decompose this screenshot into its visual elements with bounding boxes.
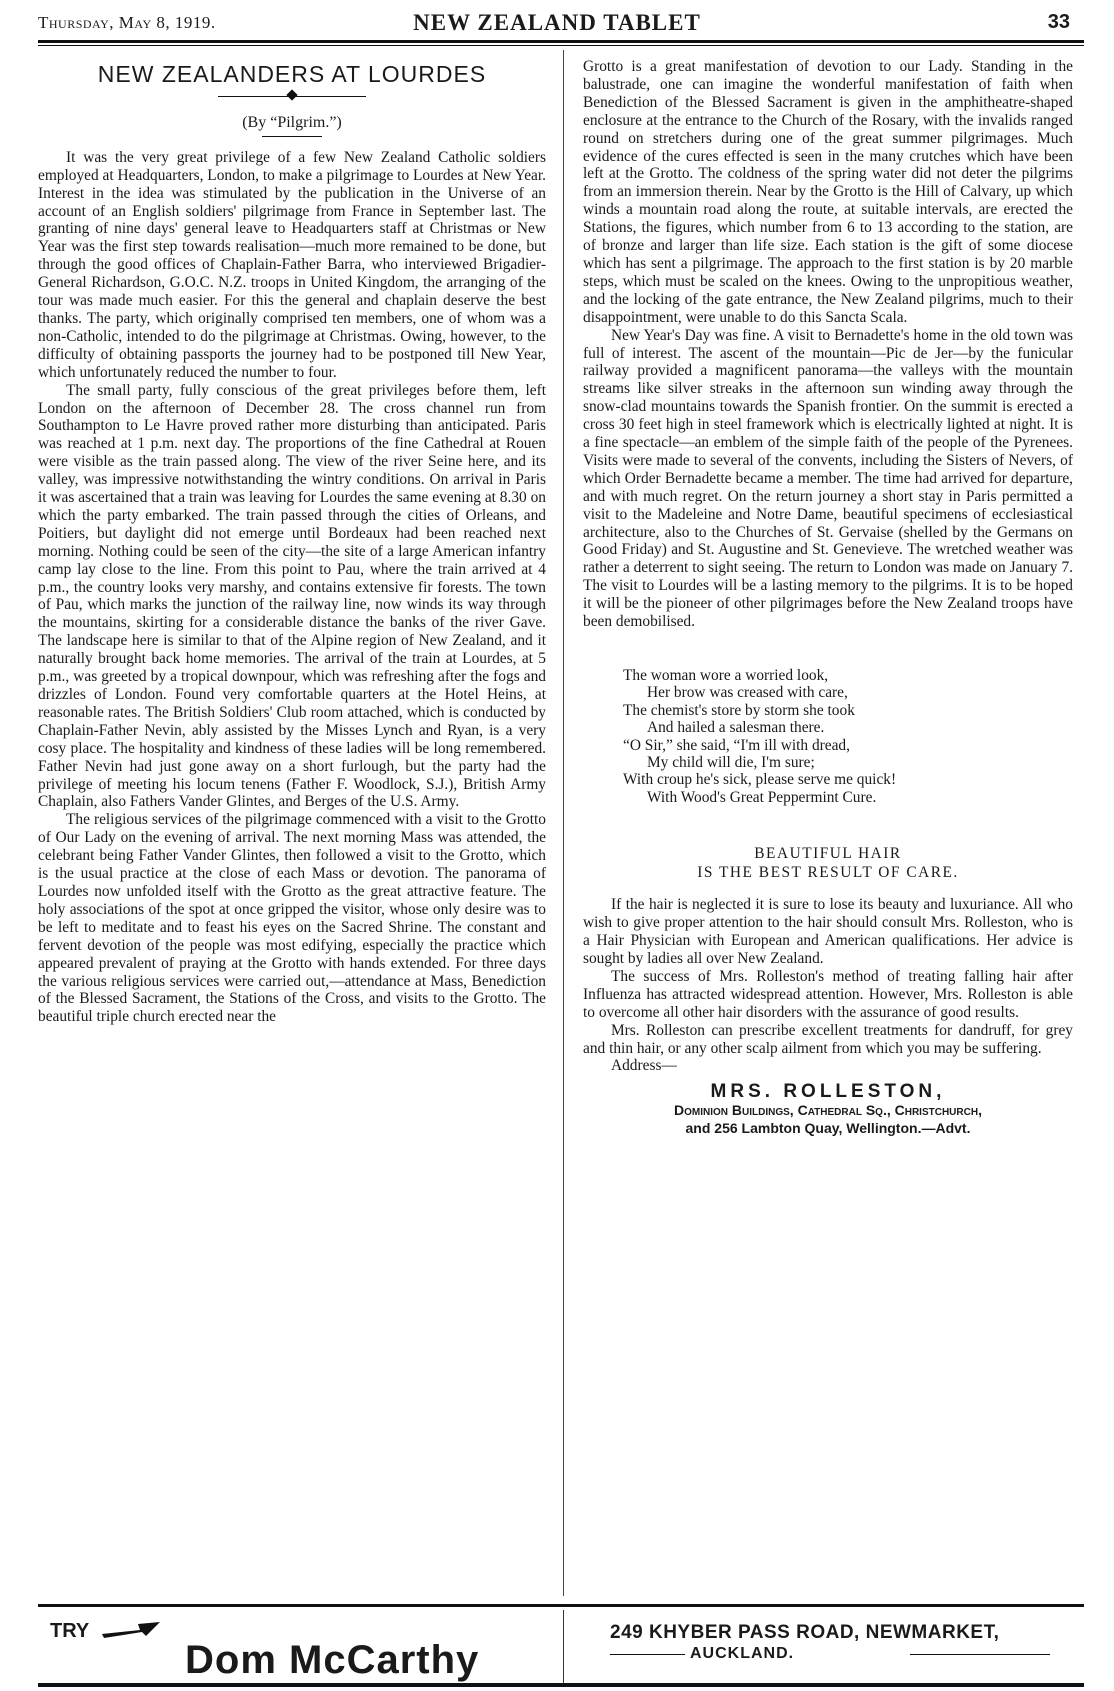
- page-header: [38, 10, 1076, 38]
- poem-line: My child will die, I'm sure;: [647, 754, 815, 772]
- article-title: NEW ZEALANDERS AT LOURDES: [97, 61, 487, 87]
- header-rule-thin: [38, 45, 1084, 46]
- right-column: [583, 58, 1073, 1137]
- footer-try-label: TRY: [50, 1620, 90, 1642]
- diamond-ornament-icon: [286, 89, 297, 100]
- article-paragraph: The religious services of the pilgrimage commenced with a visit to the Grotto of Our Lady on the evening of arrival. The next morning Mass was attended, the celebrant being Father Vander Glintes, then followed a visit to the Grotto, which is the usual practice at the close of each Mass or devotion. The panorama of Lourdes now unfolded itself with the Grotto as the great attractive feature. The holy associations of the spot at once gripped the visitor, whose only desire was to be left to meditate and to feast his eyes on the Sacred Shrine. The constant and fervent devotion of the people was most edifying, especially the practice which appeared prevalent of praying at the Grotto with hands extended. For three days the various religious services were carried out,—attendance at Mass, Benediction of the Blessed Sacrament, the Stations of the Cross, and visits to the Grotto. The beautiful triple church erected near the: [38, 811, 546, 1026]
- footer-city: AUCKLAND.: [690, 1645, 795, 1662]
- pointing-arrow-icon: [100, 1618, 162, 1640]
- byline-rule: [262, 136, 322, 137]
- footer-city-rule-left: [610, 1654, 685, 1655]
- article-paragraph: The small party, fully conscious of the great privileges before them, left London on the afternoon of December 28. The cross channel run from Southampton to Le Havre proved rather more disturbing than anticipated. Paris was reached at 1 p.m. next day. The proportions of the fine Cathedral at Rouen were visible as the train passed along. The view of the river Seine here, and its valley, was impressive notwithstanding the wintry conditions. On arrival in Paris it was ascertained that a train was leaving for Lourdes the same evening at 8.30 on which the party embarked. The train passed through the cities of Orleans, and Poitiers, but daylight did not emerge until Bordeaux had been reached next morning. Nothing could be seen of the city—the site of a large American infantry camp lay close to the line. From this point to Pau, where the train arrived at 4 p.m., the country looks very marshy, and contains extensive fir forests. The town of Pau, which marks the junction of the railway line, now winds its way through the mountains, skirting for a considerable distance the banks of the river Gave. The landscape here is similar to that of the Alpine region of New Zealand, and it naturally brought back home memories. The arrival of the train at Lourdes, at 5 p.m., was greeted by a tropical downpour, which was refreshing after the fogs and drizzles of London. Found very comfortable quarters at the Hotel Heins, at reasonable rates. The British Soldiers' Club room attached, which is conducted by Chaplain-Father Nevin, ably assisted by the Misses Lynch and Ryan, is a very cosy place. The hospitality and kindness of these ladies will be long remembered. Father Nevin had just gone away on a short furlough, but the party had the privilege of meeting his locum tenens (Father F. Woodlock, S.J.), British Army Chaplain, also Fathers Vander Glintes, and Berges of the U.S. Army.: [38, 381, 546, 811]
- title-ornament: [38, 90, 546, 104]
- poem-line: Her brow was creased with care,: [647, 684, 848, 702]
- footer-bottom-rule: [38, 1683, 1084, 1687]
- footer-city-rule-right: [910, 1654, 1050, 1655]
- advert-paragraph: If the hair is neglected it is sure to lose its beauty and luxuriance. All who wish to give proper attention to the hair should consult Mrs. Rolleston, who is a Hair Physician with European and American qualifications. Her advice is sought by ladies all over New Zealand.: [583, 896, 1073, 967]
- poem-line: With Wood's Great Peppermint Cure.: [647, 788, 877, 806]
- footer-address: 249 KHYBER PASS ROAD, NEWMARKET,: [610, 1622, 1000, 1643]
- article-paragraph: It was the very great privilege of a few New Zealand Catholic soldiers employed at Headquarters, London, to make a pilgrimage to Lourdes at New Year. Interest in the idea was stimulated by the publication in the Universe of an account of an English soldiers' pilgrimage from France in September last. The granting of nine days' general leave to Headquarters staff at Christmas or New Year was the first step towards realisation—much more remained to be done, but through the good offices of Chaplain-Father Barra, who interviewed Brigadier-General Richardson, G.O.C. N.Z. troops in United Kingdom, the arranging of the tour was made much easier. For this the general and chaplain deserve the best thanks. The party, which originally comprised ten members, one of whom was a non-Catholic, intended to do the pilgrimage at Christmas. Owing, however, to the difficulty of obtaining passports the journey had to be postponed till New Year, which unfortunately reduced the number to four.: [38, 148, 546, 381]
- poem-line: The chemist's store by storm she took: [623, 701, 855, 719]
- header-rule: [38, 40, 1084, 43]
- article-paragraph: Grotto is a great manifestation of devotion to our Lady. Standing in the balustrade, one can imagine the wonderful manifestation of faith when Benediction of the Blessed Sacrament is given in the amphitheatre-shaped enclosure at the entrance to the Church of the Rosary, with the invalids ranged round on stretchers during one of the great summer pilgrimages. Much evidence of the cures effected is seen in the many crutches which have been left at the Grotto. The coldness of the spring water did not deter the pilgrims from an immersion therein. Near by the Grotto is the Hill of Calvary, up which winds a mountain road along the route, at suitable intervals, are erected the Stations, the figures, which number from 6 to 13 according to the station, are of bronze and larger than life size. Each station is the gift of some diocese which has sent a pilgrimage. The approach to the first station is by 20 marble steps, which must be scaled on the knees. Owing to the unpropitious weather, and the locking of the gate entrance, the New Zealand pilgrims, much to their disappointment, were unable to do this Sancta Scala.: [583, 58, 1073, 326]
- publication-title: NEW ZEALAND TABLET: [413, 10, 701, 35]
- poem-line: The woman wore a worried look,: [623, 667, 829, 684]
- advert-paragraph: Mrs. Rolleston can prescribe excellent treatments for dandruff, for grey and thin hair, or any other scalp ailment from which you may be suffering.: [583, 1021, 1073, 1057]
- advert-address-label: Address—: [611, 1057, 677, 1075]
- poem-line: With croup he's sick, please serve me quick!: [623, 771, 897, 789]
- poem-line: And hailed a salesman there.: [647, 719, 825, 737]
- hair-advert-heading: [583, 844, 1073, 882]
- advertiser-address-line2: and 256 Lambton Quay, Wellington.—Advt.: [685, 1120, 971, 1137]
- advert-paragraph: The success of Mrs. Rolleston's method of treating falling hair after Influenza has attracted widespread attention. However, Mrs. Rolleston is able to overcome all other hair disorders with the assurance of good results.: [583, 967, 1073, 1021]
- footer-rule: [38, 1604, 1084, 1607]
- article-paragraph: New Year's Day was fine. A visit to Bernadette's home in the old town was full of interest. The ascent of the mountain—Pic de Jer—by the funicular railway provided a magnificent panorama—the valleys with the mountain streams like silver streaks in the afternoon sun winding away through the snow-clad mountains towards the Spanish frontier. On the summit is erected a cross 30 feet high in steel framework which is electrically lighted at night. It is a fine spectacle—an emblem of the simple faith of the people of the Pyrenees. Visits were made to several of the convents, including the Sisters of Nevers, of which Order Bernadette became a member. The time had arrived for departure, and with much regret. On the return journey a short stay in Paris permitted a visit to the Madeleine and Notre Dame, beautiful specimens of ecclesiastical architecture, also to the Churches of St. Gervaise (shelled by the Germans on Good Friday) and St. Augustine and St. Genevieve. The wretched weather was rather a deterrent to sight seeing. The return to London was made on January 7. The visit to Lourdes will be a lasting memory to the pilgrims. It is to be hoped it will be the pioneer of other pilgrimages before the New Zealand troops have been demobilised.: [583, 326, 1073, 631]
- footer-divider: [563, 1610, 564, 1685]
- advertiser-address-line1: Dominion Buildings, Cathedral Sq., Christchurch,: [674, 1102, 982, 1119]
- left-column: [38, 58, 546, 1026]
- article-byline: (By “Pilgrim.”): [242, 113, 342, 131]
- advert-poem: [623, 667, 1073, 806]
- poem-line: “O Sir,” she said, “I'm ill with dread,: [623, 736, 850, 754]
- footer-brand: Dom McCarthy: [185, 1638, 480, 1682]
- hair-advert-body: [583, 896, 1073, 1075]
- page-number: 33: [1047, 11, 1070, 33]
- advertiser-name: MRS. ROLLESTON,: [710, 1081, 946, 1103]
- hair-advert-subtitle: IS THE BEST RESULT OF CARE.: [697, 864, 959, 882]
- issue-date: Thursday, May 8, 1919.: [38, 13, 216, 32]
- hair-advert-title: BEAUTIFUL HAIR: [754, 845, 902, 863]
- column-divider: [563, 50, 564, 1596]
